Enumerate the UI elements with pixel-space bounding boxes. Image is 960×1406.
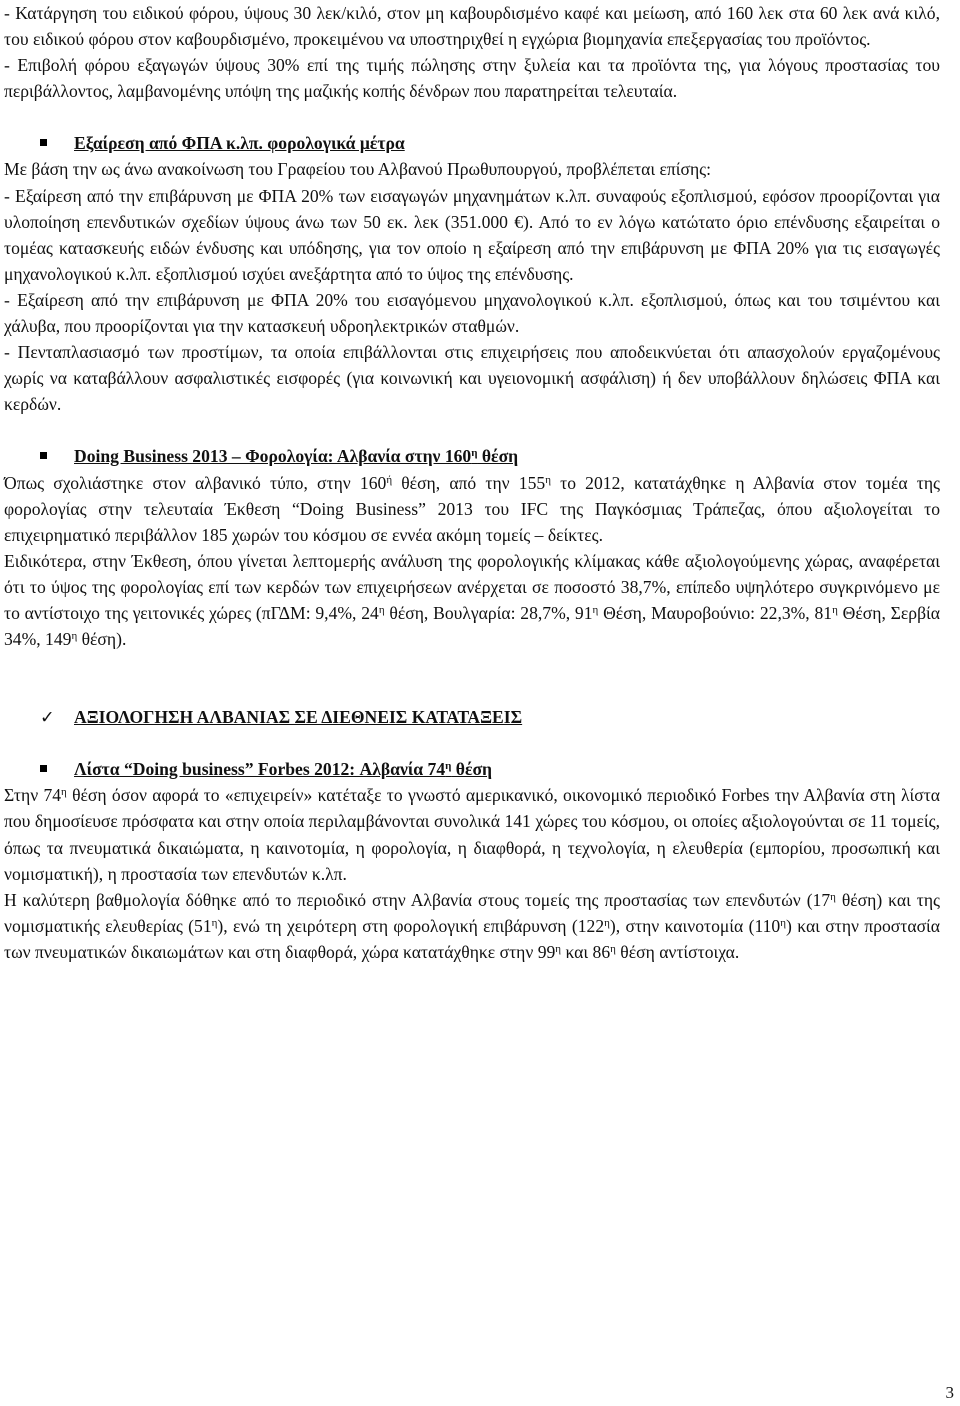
paragraph-forbes-scores: Η καλύτερη βαθμολογία δόθηκε από το περιοδικό στην Αλβανία στους τομείς της προστασίας των επενδυτών ($17^\eta$ θέση) και της νομισματικής ελευθερίας $(51^\eta)$, ενώ τη χειρότερη στη φορολογική επιβάρυνση $(122^\eta)$, στην καινοτομία $(110^\eta)$ και στην προστασία των πνευματικών δικαιωμάτων και στη διαφθορά, χώρα κατατάχθηκε στην $99^\eta$ και $86^\eta$ θέση αντίστοιχα. [4,889,941,962]
checkmark-icon: ✓ [40,707,55,728]
heading-forbes [4,756,940,782]
heading-evaluation-text: ΑΞΙΟΛΟΓΗΣΗ ΑΛΒΑΝΙΑΣ ΣΕ ΔΙΕΘΝΕΙΣ ΚΑΤΑΤΑΞΕΙΣ [74,707,523,728]
heading-vat-exemption [4,130,940,156]
paragraph-doing-business-ranking: Όπως σχολιάστηκε στον αλβανικό τύπο, στην $160^ή$ θέση, από την $155^\eta$ το 2012, κατατάχθηκε η Αλβανία στον τομέα της φορολογίας στην τελευταία Έκθεση “Doing Business” 2013 του IFC της Παγκόσμιας Τράπεζας, όπου αξιολογείται το επιχειρηματικό περιβάλλον 185 χωρών του κόσμου σε εννέα ακόμη τομείς – δείκτες. [4,472,941,545]
square-bullet-icon [40,139,47,146]
heading-vat-exemption-text: Εξαίρεση από ΦΠΑ κ.λπ. φορολογικά μέτρα [74,133,405,154]
paragraph-vat-machinery: - Εξαίρεση από την επιβάρυνση με ΦΠΑ 20% των εισαγωγών μηχανημάτων κ.λπ. συναφούς εξοπλισμού, εφόσον προορίζονται για υλοποίηση επενδυτικών σχεδίων ύψους άνω των 50 εκ. λεκ (351.000 €). Από το εν λόγω κατώτατο όριο επένδυσης εξαιρείται ο τομέας κατασκευής ειδών ένδυσης και υπόδησης, για τον οποίο η εξαίρεση από την επιβάρυνση με ΦΠΑ 20% για τις εισαγωγές μηχανολογικού κ.λπ. εξοπλισμού ισχύει ανεξάρτητα από το ύψος της επένδυσης. [4,185,940,284]
paragraph-coffee-tax: - Κατάργηση του ειδικού φόρου, ύψους 30 λεκ/κιλό, στον μη καβουρδισμένο καφέ και μείωση, από 160 λεκ στα 60 λεκ ανά κιλό, του ειδικού φόρου στον καβουρδισμένο, προκειμένου να υποστηριχθεί η εγχώρια βιομηχανία επεξεργασίας του προϊόντος. [4,3,940,50]
paragraph-fines: - Πενταπλασιασμό των προστίμων, τα οποία επιβάλλονται στις επιχειρήσεις που αποδεικνύεται ότι απασχολούν εργαζομένους χωρίς να καταβάλλουν ασφαλιστικές εισφορές (για κοινωνική και υγειονομική ασφάλιση) ή δεν υποβάλλουν δηλώσεις ΦΠΑ και κερδών. [4,342,940,415]
heading-doing-business-text: Doing Business 2013 – Φορολογία: Αλβανία στην $160^\eta$ θέση [74,446,519,467]
paragraph-vat-intro: Με βάση την ως άνω ανακοίνωση του Γραφείου του Αλβανού Πρωθυπουργού, προβλέπεται επίσης: [4,159,712,180]
paragraph-vat-hydro: - Εξαίρεση από την επιβάρυνση με ΦΠΑ 20% του εισαγόμενου μηχανολογικού κ.λπ. εξοπλισμού, όπως και του τσιμέντου και χάλυβα, που προορίζονται για την κατασκευή υδροηλεκτρικών σταθμών. [4,289,940,337]
heading-forbes-text: Λίστα “Doing business” Forbes 2012: Αλβανία $74^\eta$ θέση [74,759,493,780]
square-bullet-icon [40,452,47,459]
document-page [4,0,940,965]
paragraph-timber-export-tax: - Επιβολή φόρου εξαγωγών ύψους 30% επί της τιμής πώλησης στην ξυλεία και τα προϊόντα της, για λόγους προστασίας του περιβάλλοντος, λαμβανομένης υπόψη της μαζικής κοπής δένδρων που παρατηρείται τελευταία. [4,55,940,102]
paragraph-doing-business-detail: Ειδικότερα, στην Έκθεση, όπου γίνεται λεπτομερής ανάλυση της φορολογικής κλίμακας κάθε αξιολογούμενης χώρας, αναφέρεται ότι το ύψος της φορολογίας επί των κερδών των επιχειρήσεων ανέρχεται σε ποσοστό 38,7%, επίπεδο υψηλότερο συγκρινόμενο με το αντίστοιχο της γειτονικές χώρες (πΓΔΜ: 9,4%, $24^\eta$ θέση, Βουλγαρία: 28,7%, $91^\eta$ Θέση, Μαυροβούνιο: 22,3%, $81^\eta$ Θέση, Σερβία 34%, $149^\eta$ θέση). [4,550,940,650]
page-number: 3 [945,1383,954,1402]
heading-doing-business [4,443,940,469]
heading-evaluation [4,704,940,730]
square-bullet-icon [40,765,47,772]
paragraph-forbes-ranking: Στην $74^\eta$ θέση όσον αφορά το «επιχειρείν» κατέταξε το γνωστό αμερικανικό, οικονομικό περιοδικό Forbes την Αλβανία στη λίστα που δημοσίευσε πρόσφατα και στην οποία περιλαμβάνονται συνολικά 141 χώρες του κόσμου, οι οποίες αξιολογούνται σε 11 τομείς, όπως τα πνευματικά δικαιώματα, η καινοτομία, η φορολογία, η διαφθορά, η τεχνολογία, η ελευθερία (εμπορίου, προσωπική και νομισματική), η προστασία των επενδυτών κ.λπ. [4,785,941,884]
